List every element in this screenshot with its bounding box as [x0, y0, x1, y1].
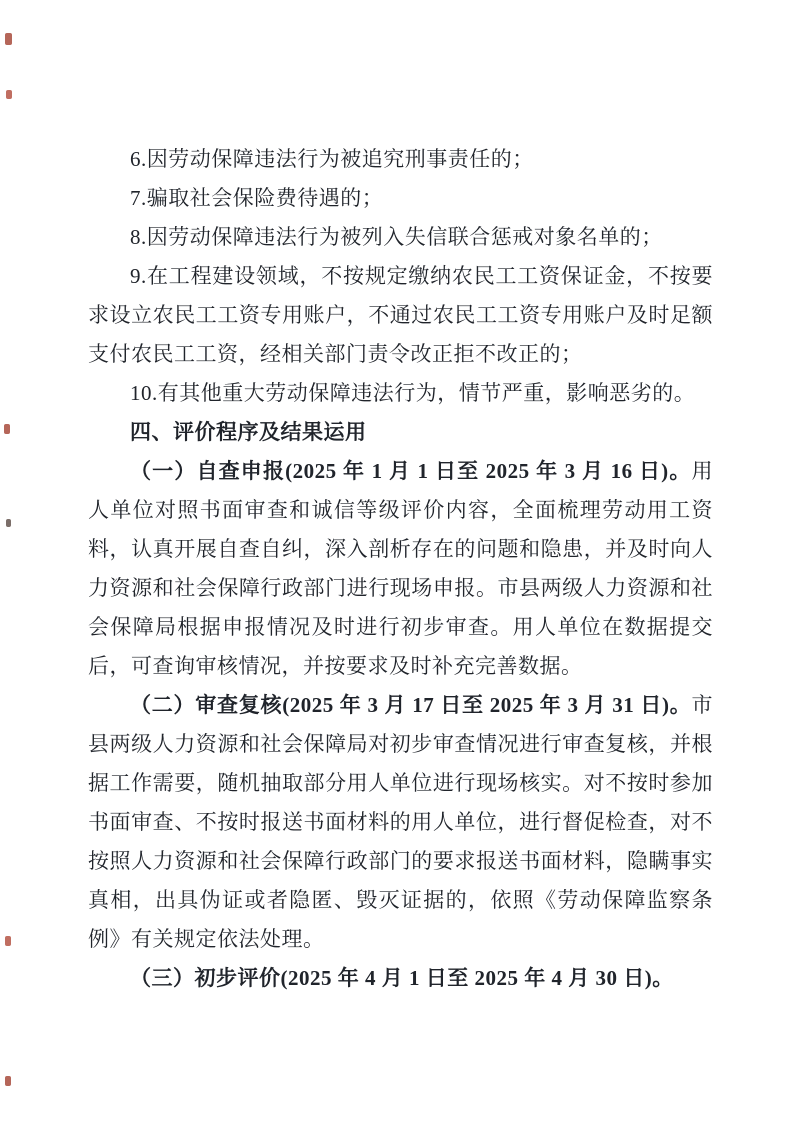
- paragraph-self-check-report: [88, 452, 713, 686]
- list-item-8: [88, 218, 713, 257]
- paragraph-self-check-report-lead: （一）自查申报(2025 年 1 月 1 日至 2025 年 3 月 16 日)。: [130, 459, 692, 483]
- list-item-7-text: 7.骗取社会保险费待遇的；: [130, 186, 384, 210]
- paragraph-preliminary-evaluation: [88, 959, 713, 998]
- section-heading-4-lead: 四、评价程序及结果运用: [130, 420, 367, 444]
- list-item-10: [88, 374, 713, 413]
- scan-artifact: [6, 90, 12, 99]
- scan-artifact: [4, 424, 10, 434]
- paragraph-preliminary-evaluation-lead: （三）初步评价(2025 年 4 月 1 日至 2025 年 4 月 30 日)。: [130, 966, 674, 990]
- paragraph-self-check-report-text: 用人单位对照书面审查和诚信等级评价内容，全面梳理劳动用工资料，认真开展自查自纠，深入剖析存在的问题和隐患，并及时向人力资源和社会保障行政部门进行现场申报。市县两级人力资源和社会保障局根据申报情况及时进行初步审查。用人单位在数据提交后，可查询审核情况，并按要求及时补充完善数据。: [88, 459, 713, 678]
- paragraph-review-recheck-lead: （二）审查复核(2025 年 3 月 17 日至 2025 年 3 月 31 日)。: [130, 693, 692, 717]
- list-item-8-text: 8.因劳动保障违法行为被列入失信联合惩戒对象名单的；: [130, 225, 663, 249]
- list-item-6: [88, 140, 713, 179]
- scan-artifact: [5, 33, 12, 45]
- scan-artifact: [6, 519, 11, 527]
- list-item-9: [88, 257, 713, 374]
- paragraph-review-recheck: [88, 686, 713, 959]
- list-item-10-text: 10.有其他重大劳动保障违法行为，情节严重，影响恶劣的。: [130, 381, 696, 405]
- scan-artifact: [5, 936, 11, 946]
- section-heading-4: [88, 413, 713, 452]
- scan-artifact: [5, 1076, 11, 1086]
- paragraph-review-recheck-text: 市县两级人力资源和社会保障局对初步审查情况进行审查复核，并根据工作需要，随机抽取部分用人单位进行现场核实。对不按时参加书面审查、不按时报送书面材料的用人单位，进行督促检查，对不按照人力资源和社会保障行政部门的要求报送书面材料，隐瞒事实真相，出具伪证或者隐匿、毁灭证据的，依照《劳动保障监察条例》有关规定依法处理。: [88, 693, 713, 951]
- document-body: [88, 140, 713, 998]
- list-item-9-text: 9.在工程建设领域，不按规定缴纳农民工工资保证金，不按要求设立农民工工资专用账户，不通过农民工工资专用账户及时足额支付农民工工资，经相关部门责令改正拒不改正的；: [88, 264, 713, 366]
- list-item-7: [88, 179, 713, 218]
- list-item-6-text: 6.因劳动保障违法行为被追究刑事责任的；: [130, 147, 534, 171]
